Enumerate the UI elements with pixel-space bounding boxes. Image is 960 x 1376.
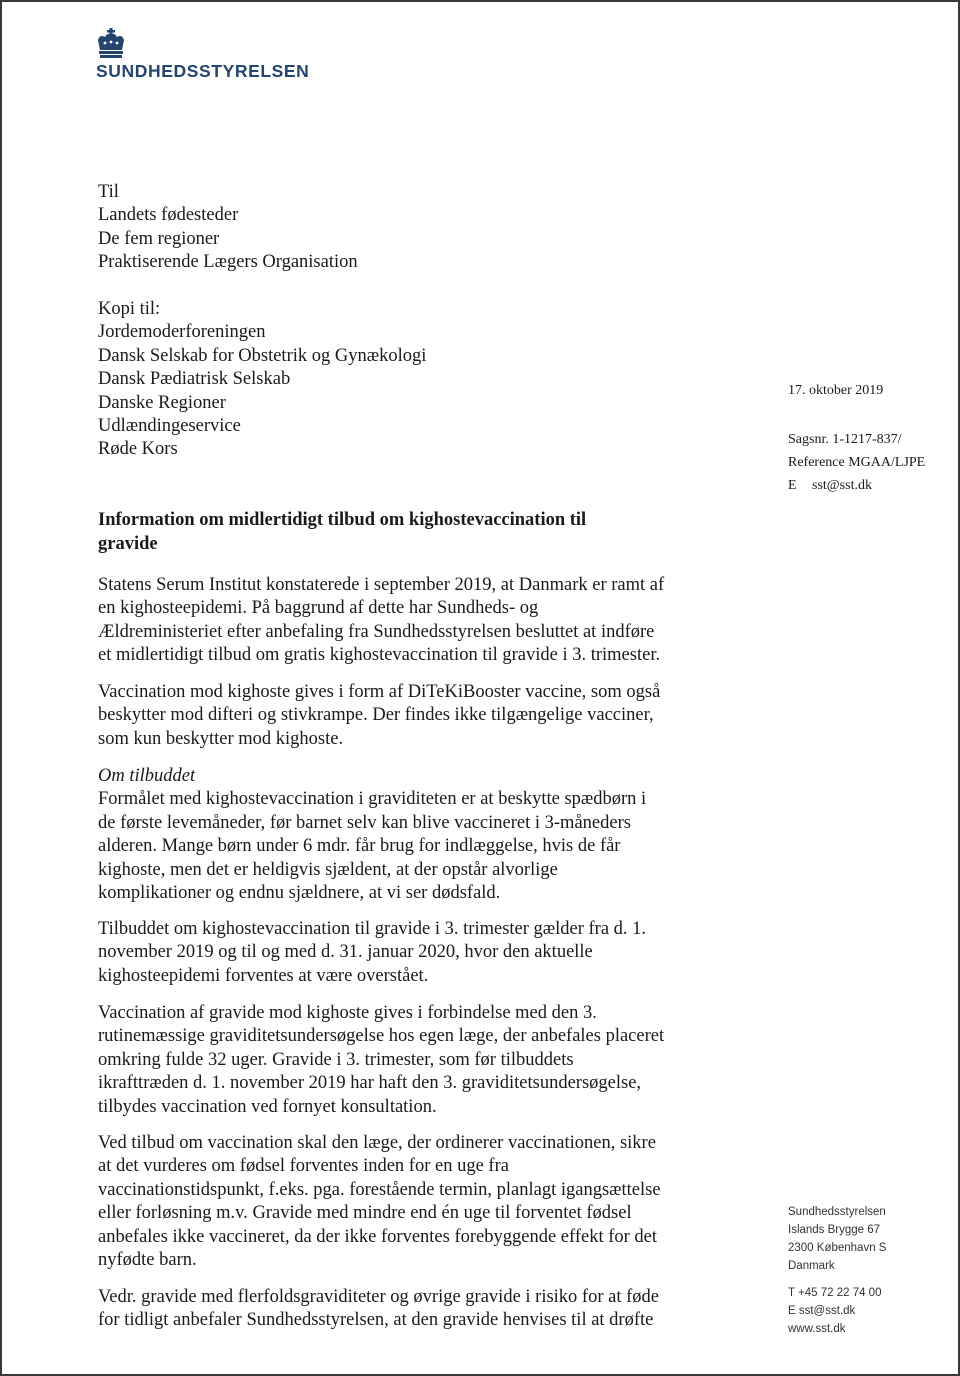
paragraph-line: komplikationer og endnu sjældnere, at vi ser dødsfald. [98, 883, 501, 904]
paragraph-line: rutinemæssige graviditetsundersøgelse hos egen læge, der anbefales placeret [98, 1026, 665, 1047]
footer-street: Islands Brygge 67 [788, 1224, 881, 1236]
case-number: Sagsnr. 1-1217-837/ [788, 432, 902, 447]
recipients-block [98, 181, 358, 275]
letter-heading [98, 509, 698, 556]
paragraph-line: som kun beskytter mod kighoste. [98, 728, 344, 749]
recipients-label: Til [98, 182, 119, 202]
copy-item: Dansk Selskab for Obstetrik og Gynækologi [98, 345, 427, 366]
paragraph [98, 1132, 738, 1272]
heading-line: gravide [98, 533, 158, 554]
paragraph-line: beskytter mod difteri og stivkrampe. Der findes ikke tilgængelige vacciner, [98, 705, 654, 726]
paragraph [98, 765, 738, 905]
paragraph-line: Tilbuddet om kighostevaccination til gravide i 3. trimester gælder fra d. 1. [98, 919, 647, 939]
recipient-item: Praktiserende Lægers Organisation [98, 252, 358, 273]
email-line [788, 474, 925, 497]
reference: Reference MGAA/LJPE [788, 455, 926, 470]
paragraph-line: kighosteepidemi forventes at være overstået. [98, 965, 429, 986]
footer-city: 2300 København S [788, 1242, 887, 1254]
paragraph-line: november 2019 og til og med d. 31. januar 2020, hvor den aktuelle [98, 942, 593, 963]
paragraph-line: eller forløsning m.v. Gravide med mindre end én uge til forventet fødsel [98, 1203, 632, 1224]
crown-icon [94, 28, 128, 60]
copy-label: Kopi til: [98, 299, 161, 319]
paragraph-line: Ældreministeriet efter anbefaling fra Sundhedsstyrelsen besluttet at indføre [98, 621, 655, 642]
paragraph-line: vaccinationstidspunkt, f.eks. pga. forestående termin, planlagt igangsættelse [98, 1179, 661, 1200]
copy-item: Jordemoderforeningen [98, 322, 266, 343]
paragraph-line: ikrafttræden d. 1. november 2019 har haft den 3. graviditetsundersøgelse, [98, 1073, 642, 1094]
paragraph [98, 1286, 738, 1333]
paragraph-line: at det vurderes om fødsel forventes inden for en uge fra [98, 1156, 509, 1177]
recipient-item: De fem regioner [98, 228, 220, 249]
paragraph [98, 574, 738, 668]
paragraph [98, 1002, 738, 1119]
copy-item: Danske Regioner [98, 392, 226, 413]
paragraph-line: de første levemåneder, før barnet selv kan blive vaccineret i 3-måneders [98, 812, 631, 833]
copy-item: Røde Kors [98, 439, 178, 460]
paragraph-line: nyfødte barn. [98, 1250, 197, 1271]
email-label: E [788, 478, 797, 493]
paragraph-line: en kighosteepidemi. På baggrund af dette har Sundheds- og [98, 598, 539, 619]
logo-text: SUNDHEDSSTYRELSEN [96, 61, 310, 81]
paragraph-line: Ved tilbud om vaccination skal den læge, der ordinerer vaccinationen, sikre [98, 1133, 656, 1153]
paragraph-line: omkring fulde 32 uger. Gravide i 3. trimester, som før tilbuddets [98, 1049, 574, 1070]
paragraph-line: anbefales ikke vaccineret, da der ikke forventes forebyggende effekt for det [98, 1226, 658, 1247]
copy-item: Udlændingeservice [98, 416, 241, 437]
footer-org: Sundhedsstyrelsen [788, 1206, 886, 1218]
paragraph-line: kighoste, men det er heldigvis sjældent, at der opstår alvorlige [98, 859, 558, 880]
heading-line: Information om midlertidigt tilbud om kighostevaccination til [98, 510, 587, 530]
email: sst@sst.dk [812, 478, 872, 493]
section-subheading: Om tilbuddet [98, 766, 196, 786]
paragraph-line: tilbydes vaccination ved fornyet konsultation. [98, 1096, 437, 1117]
footer-website[interactable]: www.sst.dk [788, 1323, 846, 1335]
footer-phone: T +45 72 22 74 00 [788, 1287, 882, 1299]
copy-block [98, 298, 426, 462]
letter-date: 17. oktober 2019 [788, 383, 884, 398]
paragraph-line: Vaccination af gravide mod kighoste gives i forbindelse med den 3. [98, 1003, 597, 1023]
copy-item: Dansk Pædiatrisk Selskab [98, 369, 291, 390]
footer-country: Danmark [788, 1260, 835, 1272]
paragraph [98, 681, 738, 751]
footer-email[interactable]: E sst@sst.dk [788, 1305, 856, 1317]
paragraph-line: alderen. Mange børn under 6 mdr. får brug for indlæggelse, hvis de får [98, 836, 621, 857]
reference-block [788, 428, 925, 497]
paragraph [98, 918, 738, 988]
recipient-item: Landets fødesteder [98, 205, 239, 226]
paragraph-line: Vedr. gravide med flerfoldsgraviditeter og øvrige gravide i risiko for at føde [98, 1287, 659, 1307]
paragraph-line: Formålet med kighostevaccination i graviditeten er at beskytte spædbørn i [98, 789, 647, 810]
paragraph-line: for tidligt anbefaler Sundhedsstyrelsen, at den gravide henvises til at drøfte [98, 1310, 654, 1331]
paragraph-line: et midlertidigt tilbud om gratis kighostevaccination til gravide i 3. trimester. [98, 645, 661, 666]
paragraph-line: Statens Serum Institut konstaterede i september 2019, at Danmark er ramt af [98, 575, 665, 595]
paragraph-line: Vaccination mod kighoste gives i form af DiTeKiBooster vaccine, som også [98, 682, 661, 702]
sender-address [788, 1203, 886, 1338]
